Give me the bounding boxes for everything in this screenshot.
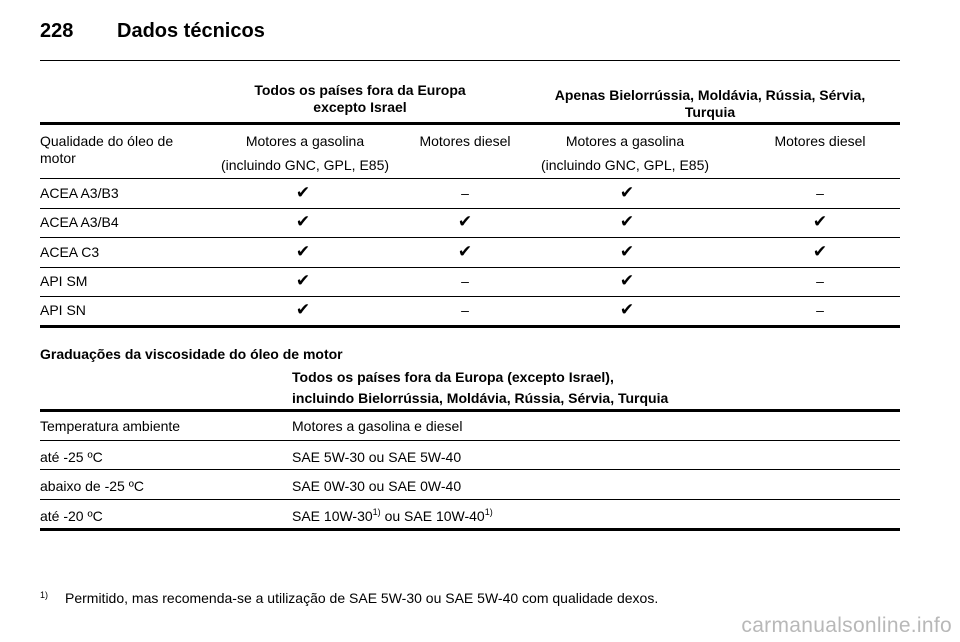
group-header-europe	[200, 82, 520, 116]
header-bottom-rule	[40, 178, 900, 179]
footnote-ref: 1)	[372, 507, 381, 517]
page-title: Dados técnicos	[117, 20, 265, 42]
row-rule	[40, 208, 900, 209]
check-icon: ✔	[457, 242, 473, 261]
footnote-ref: 1)	[484, 507, 493, 517]
viscosity-row-3-temp: até -20 ºC	[40, 508, 103, 524]
dash-mark: –	[816, 302, 824, 318]
check-icon: ✔	[812, 242, 828, 261]
grade-a: SAE 10W-30	[292, 508, 373, 524]
table-bottom-rule	[40, 325, 900, 328]
check-icon: ✔	[619, 271, 635, 290]
check-icon: ✔	[619, 300, 635, 319]
footnote-text: Permitido, mas recomenda-se a utilização de SAE 5W-30 ou SAE 5W-40 com qualidade dexos.	[65, 590, 659, 606]
check-icon: ✔	[812, 212, 828, 231]
col-petrol-label: Motores a gasolina	[245, 133, 365, 149]
oil-quality-name: API SM	[40, 273, 88, 289]
viscosity-rule	[40, 499, 900, 500]
check-icon: ✔	[295, 271, 311, 290]
check-icon: ✔	[295, 183, 311, 202]
check-icon: ✔	[295, 212, 311, 231]
viscosity-bottom-rule	[40, 528, 900, 531]
viscosity-col-grade: Motores a gasolina e diesel	[292, 418, 463, 434]
dash-mark: –	[461, 273, 469, 289]
dash-mark: –	[816, 185, 824, 201]
viscosity-head-line1: Todos os países fora da Europa (excepto Israel),	[292, 369, 614, 385]
oil-quality-name: ACEA A3/B3	[40, 185, 119, 201]
dash-mark: –	[461, 302, 469, 318]
viscosity-row-2-temp: abaixo de -25 ºC	[40, 478, 144, 494]
group-header-europe-line2: excepto Israel	[313, 99, 407, 115]
col-diesel-header-restricted: Motores diesel	[774, 133, 866, 149]
viscosity-rule	[40, 469, 900, 470]
col-diesel-header-europe: Motores diesel	[419, 133, 511, 149]
dash-mark: –	[461, 185, 469, 201]
col-petrol-header-europe	[200, 133, 410, 174]
group-header-restricted-line1: Apenas Bielorrússia, Moldávia, Rússia, Sérvia,	[554, 87, 866, 103]
check-icon: ✔	[295, 300, 311, 319]
row-rule	[40, 296, 900, 297]
viscosity-header-rule	[40, 409, 900, 412]
viscosity-col-temp: Temperatura ambiente	[40, 418, 181, 434]
viscosity-rule	[40, 440, 900, 441]
row-rule	[40, 267, 900, 268]
col-petrol-note: (incluindo GNC, GPL, E85)	[220, 157, 390, 173]
col-petrol-label: Motores a gasolina	[565, 133, 685, 149]
oil-quality-name: ACEA A3/B4	[40, 214, 119, 230]
viscosity-row-1-grade: SAE 5W-30 ou SAE 5W-40	[292, 449, 462, 465]
dash-mark: –	[816, 273, 824, 289]
viscosity-head-line2: incluindo Bielorrússia, Moldávia, Rússia, Sérvia, Turquia	[292, 390, 669, 406]
check-icon: ✔	[619, 242, 635, 261]
oil-quality-name: API SN	[40, 302, 86, 318]
viscosity-row-2-grade: SAE 0W-30 ou SAE 0W-40	[292, 478, 462, 494]
viscosity-section-title: Graduações da viscosidade do óleo de motor	[40, 346, 343, 362]
viscosity-row-1-temp: até -25 ºC	[40, 449, 103, 465]
grade-mid: ou SAE 10W-40	[380, 508, 485, 524]
top-rule	[40, 60, 900, 61]
col-quality-header: Qualidade do óleo de motor	[40, 133, 174, 166]
row-rule	[40, 237, 900, 238]
group-header-restricted	[520, 87, 900, 121]
group-header-europe-line1: Todos os países fora da Europa	[254, 82, 466, 98]
col-petrol-note: (incluindo GNC, GPL, E85)	[540, 157, 710, 173]
footnote-mark: 1)	[40, 590, 49, 600]
oil-quality-name: ACEA C3	[40, 244, 100, 260]
check-icon: ✔	[457, 212, 473, 231]
page-number: 228	[40, 20, 74, 42]
viscosity-row-3-grade	[292, 508, 493, 525]
table-header-rule	[40, 122, 900, 125]
check-icon: ✔	[619, 212, 635, 231]
check-icon: ✔	[295, 242, 311, 261]
check-icon: ✔	[619, 183, 635, 202]
group-header-restricted-line2: Turquia	[684, 104, 736, 120]
col-petrol-header-restricted	[520, 133, 730, 174]
watermark: carmanualsonline.info	[741, 614, 952, 637]
